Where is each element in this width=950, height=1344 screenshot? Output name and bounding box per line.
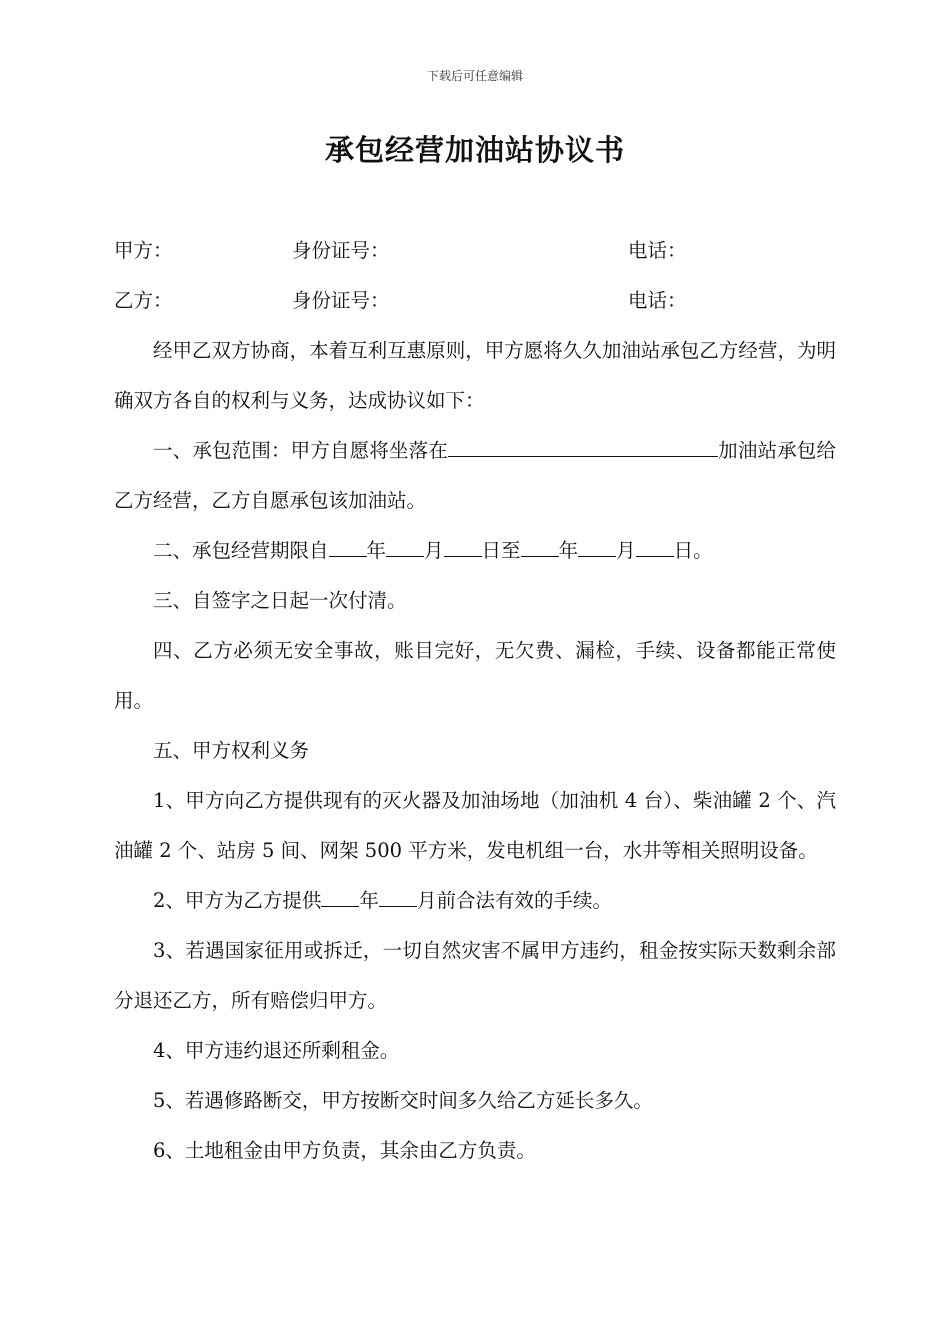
start-day-label: 日至 (481, 539, 521, 562)
item-2-year-blank (321, 887, 359, 907)
item-6: 6、土地租金由甲方负责，其余由乙方负责。 (153, 1139, 536, 1162)
clause-2 (114, 526, 836, 576)
end-day-blank (636, 537, 674, 557)
clause-3: 三、自签字之日起一次付清。 (153, 589, 407, 612)
clause-5-heading: 五、甲方权利义务 (153, 739, 310, 762)
party-a-id-label: 身份证号： (292, 239, 390, 262)
item-2 (114, 876, 836, 926)
start-year-blank (329, 537, 367, 557)
party-b-label: 乙方： (114, 289, 173, 312)
start-year-label: 年 (366, 539, 387, 562)
party-b-phone-label: 电话： (628, 289, 687, 312)
item-4: 4、甲方违约退还所剩租金。 (153, 1039, 400, 1062)
clause-1-text-after: 加油站承包给乙方经营，乙方自愿承包该加油站。 (114, 439, 836, 512)
item-2-text-before: 2、甲方为乙方提供 (153, 889, 322, 912)
party-b-id-label: 身份证号： (292, 289, 390, 312)
end-year-blank (521, 537, 559, 557)
document-body (114, 226, 836, 1176)
item-2-year-label: 年 (359, 889, 379, 912)
item-2-month-blank (379, 887, 417, 907)
party-a-row (114, 226, 836, 276)
document-title: 承包经营加油站协议书 (324, 133, 625, 167)
start-month-label: 月 (424, 539, 444, 562)
clause-2-text-before: 二、承包经营期限自 (153, 539, 329, 562)
start-month-blank (386, 537, 424, 557)
party-a-label: 甲方： (114, 239, 173, 262)
party-b-row (114, 276, 836, 326)
end-month-blank (578, 537, 616, 557)
item-1: 1、甲方向乙方提供现有的灭火器及加油场地（加油机 4 台）、柴油罐 2 个、汽油罐 2 个、站房 5 间、网架 500 平方米，发电机组一台，水井等相关照明设备。 (114, 789, 836, 862)
clause-1 (114, 426, 836, 526)
end-year-label: 年 (558, 539, 579, 562)
location-blank (448, 437, 718, 457)
end-month-label: 月 (616, 539, 636, 562)
header-note: 下载后可任意编辑 (426, 69, 523, 83)
start-day-blank (444, 537, 482, 557)
intro-paragraph: 经甲乙双方协商，本着互利互惠原则，甲方愿将久久加油站承包乙方经营，为明确双方各自的权利与义务，达成协议如下： (114, 339, 836, 412)
item-3: 3、若遇国家征用或拆迁，一切自然灾害不属甲方违约，租金按实际天数剩余部分退还乙方，所有赔偿归甲方。 (114, 939, 836, 1012)
party-a-phone-label: 电话： (628, 239, 687, 262)
item-5: 5、若遇修路断交，甲方按断交时间多久给乙方延长多久。 (153, 1089, 653, 1112)
end-day-label: 日。 (673, 539, 713, 562)
clause-1-text-before: 一、承包范围：甲方自愿将坐落在 (153, 439, 448, 462)
clause-4: 四、乙方必须无安全事故，账目完好，无欠费、漏检，手续、设备都能正常使用。 (114, 639, 836, 712)
item-2-text-after: 月前合法有效的手续。 (416, 889, 612, 912)
